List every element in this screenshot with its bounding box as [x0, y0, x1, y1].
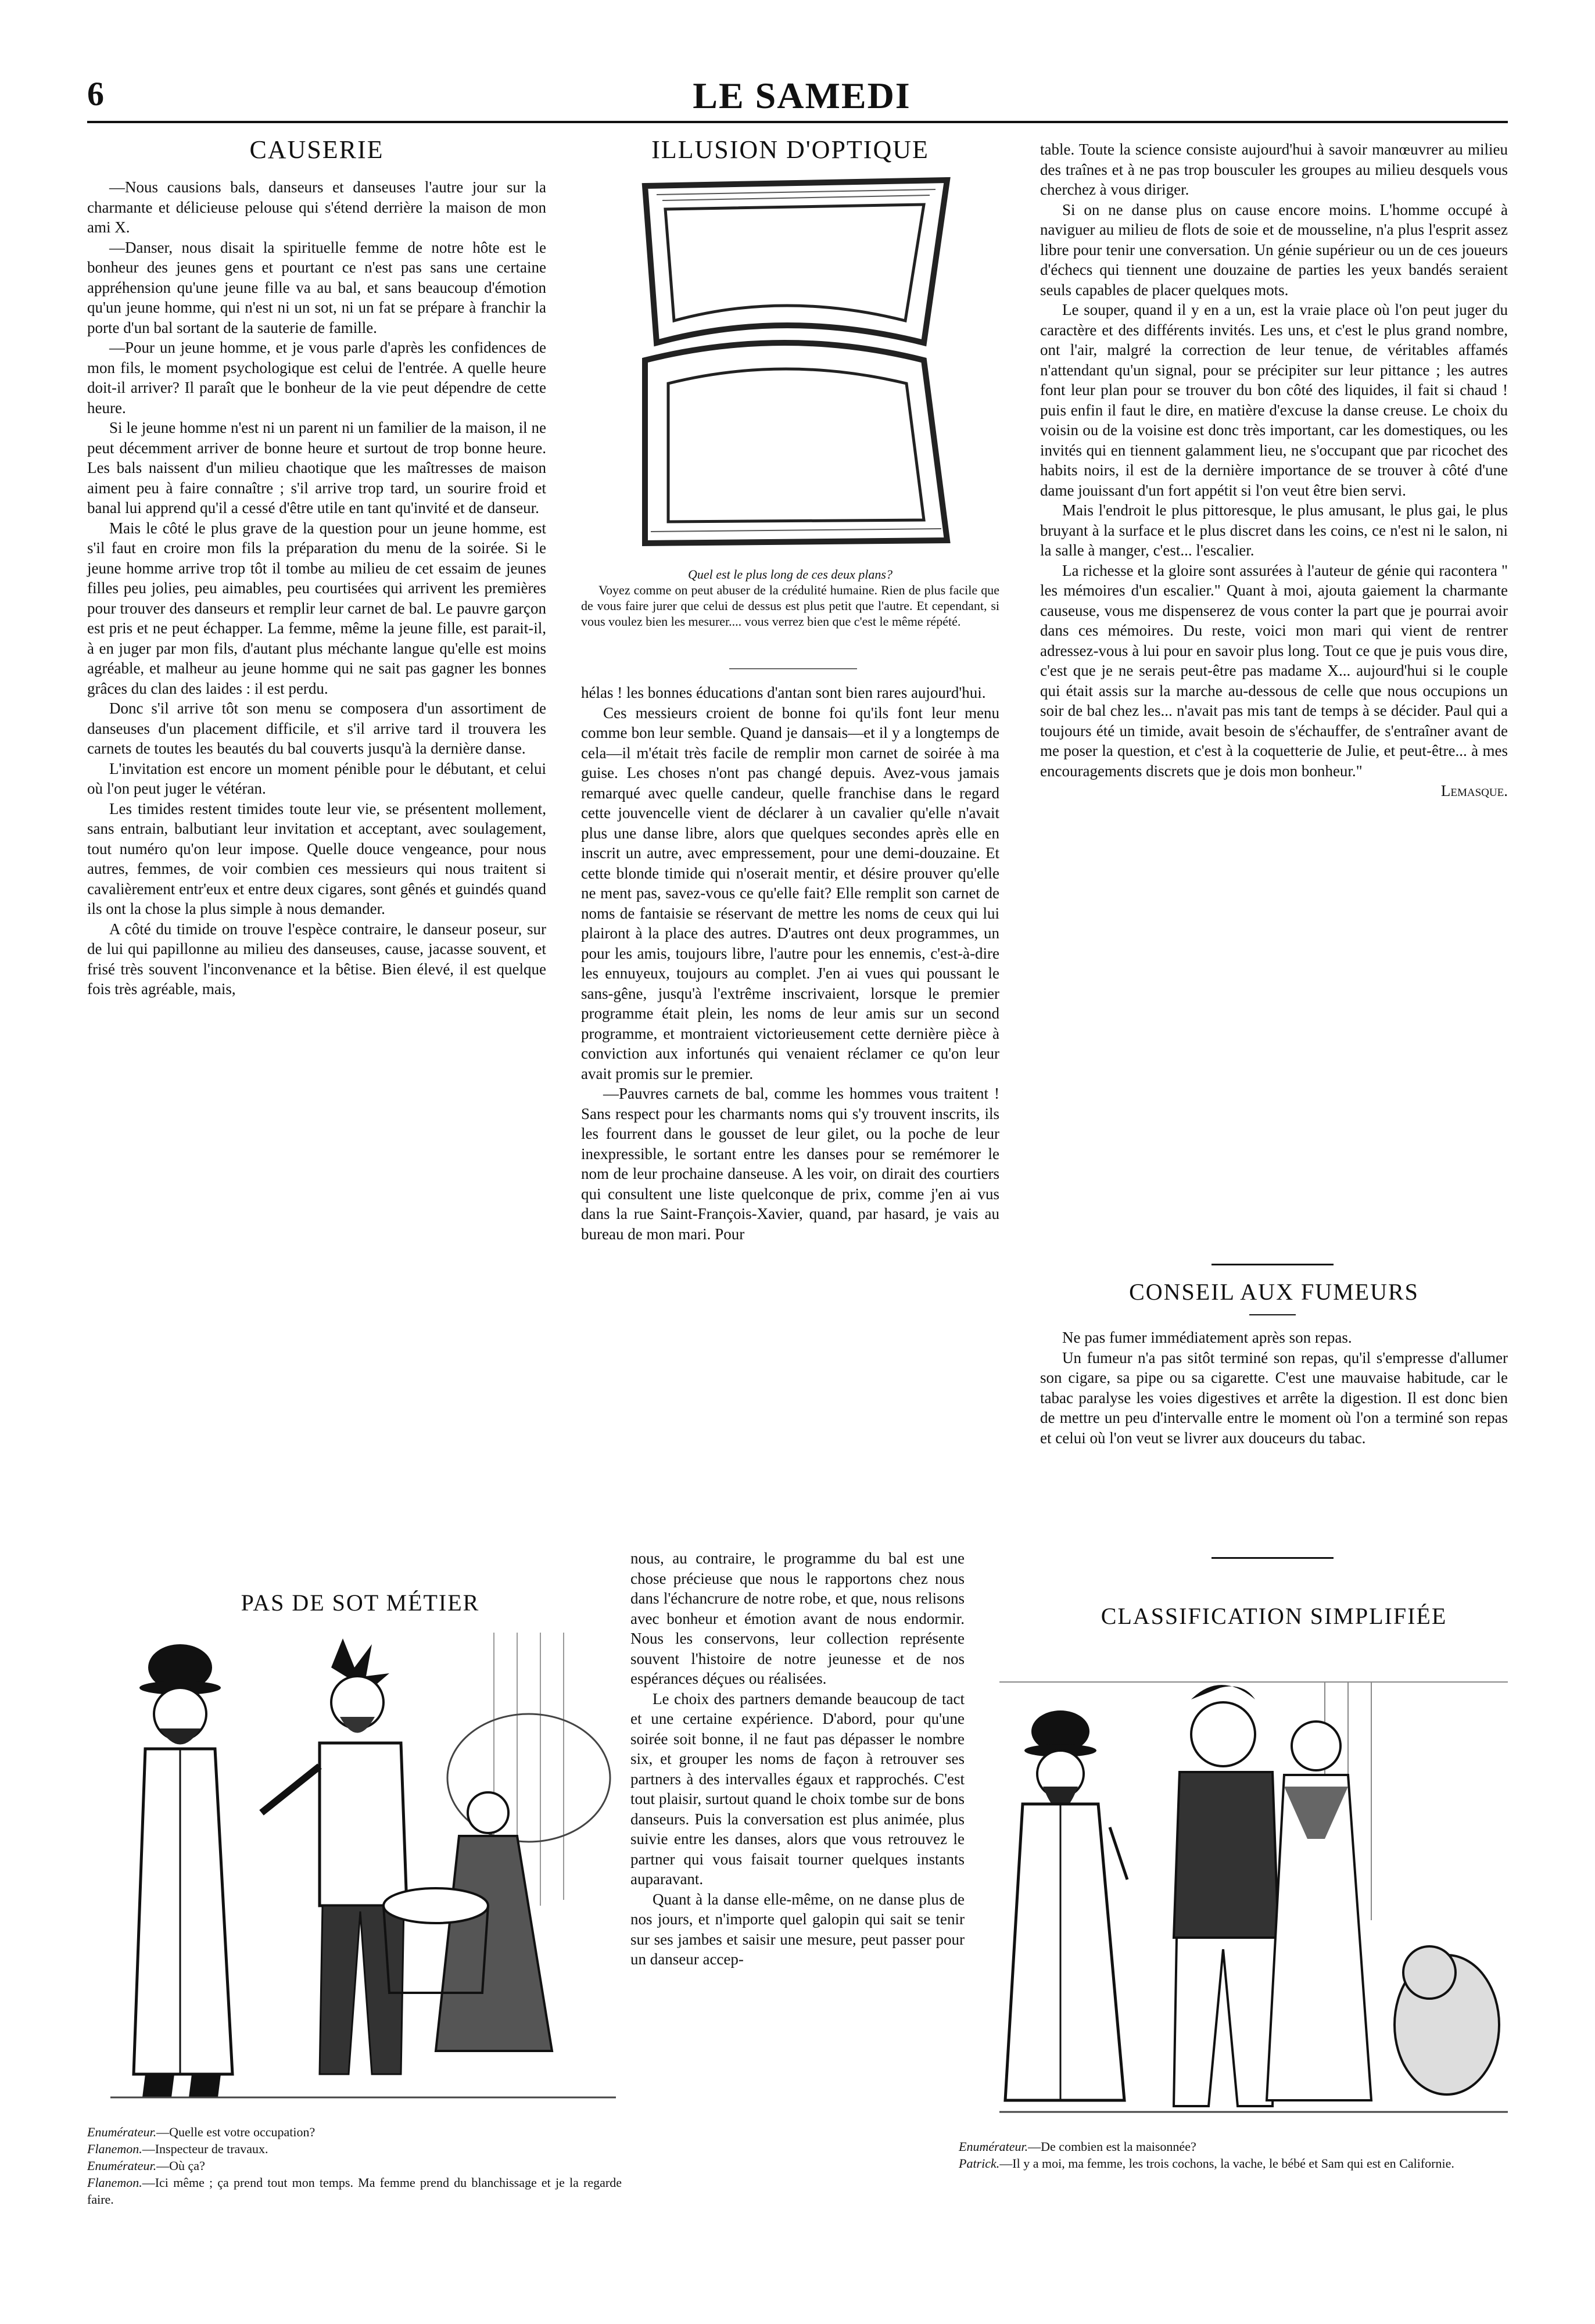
- caption-line: [87, 2124, 622, 2140]
- causerie-middle-column: [581, 683, 999, 1244]
- classification-illustration: [999, 1647, 1508, 2129]
- divider: [1212, 1557, 1334, 1559]
- caption-line: [959, 2155, 1508, 2172]
- paragraph: Mais le côté le plus grave de la question pour un jeune homme, est s'il faut en croire mon fils la préparation du menu de la soirée. Si le jeune homme arrive trop tôt il tombe au milieu de cet essaim de jeunes filles peu jolies, peu aimables, peu courtisées qui arrivent les premières pour trouver des danseurs et remplir leur carnet de bal. Le pauvre garçon est pris et ne peut échapper. La femme, même la jeune fille, est parait-il, à en juger par mon fils, d'autant plus méchante langue qu'elle est moins agréable, et malheur au jeune homme qui ne sait pas gagner les bonnes grâces du clan des laides : il est perdu.: [87, 519, 546, 697]
- paragraph: Mais l'endroit le plus pittoresque, le plus amusant, le plus gai, le plus bruyant à la surface et le plus discret dans les coins, ce n'est ni le salon, ni la salle à manger, c'est... l'escalier.: [1040, 501, 1508, 559]
- upper-frame: [645, 180, 947, 343]
- illusion-figure: [633, 168, 959, 552]
- sot-metier-illustration: [110, 1633, 616, 2115]
- conseil-title: CONSEIL AUX FUMEURS: [1129, 1279, 1419, 1305]
- classification-title: CLASSIFICATION SIMPLIFIÉE: [1101, 1603, 1447, 1629]
- caption-text: —Ici même ; ça prend tout mon temps. Ma femme prend du blanchissage et je la regarde faire.: [87, 2175, 622, 2207]
- author-signature: Lemasque.: [1440, 782, 1508, 799]
- paragraph: Les timides restent timides toute leur vie, se présentent mollement, sans entrain, balbutiant leur invitation et acceptant, avec soulagement, tout numéro qu'on leur impose. Quelle douce vengeance, pour nous autres, femmes, de voir combien ces messieurs qui nous traitent si cavalièrement entr'eux et entre deux cigares, sont gênés et guindés quand ils ont la chose la plus simple à nous demander.: [87, 799, 546, 917]
- speaker-label: Flanemon.: [87, 2175, 142, 2190]
- causerie-title: CAUSERIE: [249, 135, 384, 164]
- caption-line: [87, 2174, 622, 2208]
- paragraph: La richesse et la gloire sont assurées à l'auteur de génie qui racontera " les mémoires d'un escalier." Quant à moi, ajouta gaiement la charmante causeuse, vous me dispenserez de vous conter la part que je pourrai avoir dans ces mémoires. Du reste, voici mon mari qui vient de rentrer adressez-vous à lui pour en savoir plus long. Tout ce que je puis vous dire, c'est que je ne serais peut-être pas madame X... aujourd'hui si le couple qui était assis sur la marche au-dessous de celle que nous occupions un soir de bal chez les... n'avait pas mis tant de temps à se décider. Paul qui a toujours été un timide, avait besoin de s'échauffer, de s'entraîner avant de me poser la question, et c'est à la coquetterie de Julie, et peut-être... à mes encouragements discrets que je dois mon bonheur.": [1040, 561, 1508, 780]
- paragraph: Le souper, quand il y en a un, est la vraie place où l'on peut juger du caractère et des différents invités. Les uns, et c'est le plus grand nombre, ont l'air, malgré la correction de leur tenue, de véritables affamés n'attendant qu'un signal, pour se précipiter sur leur pittance ; les autres font leur plan pour se trouver du bon côté des liquides, il fait si chaud ! puis enfin il faut le dire, en matière d'excuse la danse creuse. Le choix du voisin ou de la voisine est donc très important, car les domestiques, ou les invités qui en tiennent galamment lieu, ne s'occupant que par ricochet des habits noirs, il est de la dernière importance de se trouver à côté d'une dame jouissant d'un fort appétit si l'on veut être bien servi.: [1040, 301, 1508, 499]
- speaker-label: Patrick.: [959, 2156, 1000, 2171]
- paragraph: Un fumeur n'a pas sitôt terminé son repas, qu'il s'empresse d'allumer son cigare, sa pipe ou sa cigarette. C'est une mauvaise habitude, car le tabac paralyse les voies digestives et arrête la digestion. Il est donc bien de mettre un peu d'intervalle entre le moment où l'on a terminé son repas et celui où l'on veut se livrer aux douceurs du tabac.: [1040, 1349, 1508, 1447]
- paragraph: table. Toute la science consiste aujourd'hui à savoir manœuvrer au milieu des traînes et à ne pas trop bousculer les groupes au milieu desquels vous cherchez à vous diriger.: [1040, 141, 1508, 198]
- paragraph: Si on ne danse plus on cause encore moins. L'homme occupé à naviguer au milieu de flots de soie et de mousseline, n'a plus l'esprit assez libre pour tenir une conversation. Un génie supérieur ou un de ces joueurs d'échecs qui tiennent une douzaine de parties les yeux bandés seraient seuls capables de placer quelques mots.: [1040, 200, 1508, 299]
- caption-text: —Inspecteur de travaux.: [142, 2142, 268, 2156]
- caption-text: —De combien est la maisonnée?: [1028, 2139, 1196, 2154]
- header-rule: [87, 121, 1508, 123]
- causerie-left-column: [87, 177, 546, 999]
- paragraph: Le choix des partners demande beaucoup de tact et une certaine expérience. D'abord, pour qu'une soirée soit bonne, il ne faut pas dépasser le nombre six, et grouper les noms de façon à retrouver ses partners à des intervalles égaux et rapprochés. C'est tout plaisir, surtout quand le choix tombe sur de bons danseurs. Puis la conversation est plus animée, plus suivie entre les danses, alors que vous retrouvez le partner qui vous faisait tourner quelques instants auparavant.: [630, 1690, 965, 1888]
- paragraph: Ne pas fumer immédiatement après son repas.: [1062, 1329, 1352, 1346]
- page-number: 6: [87, 75, 104, 113]
- classification-captions: [959, 2138, 1508, 2172]
- sot-metier-title: PAS DE SOT MÉTIER: [241, 1590, 480, 1616]
- paragraph: —Danser, nous disait la spirituelle femme de notre hôte est le bonheur des jeunes gens et pourtant ce n'est pas sans une certaine appréhension qu'une jeune fille va au bal, et sans beaucoup d'émotion qu'un jeune homme, qui n'est ni un sot, ni un fat se prépare à franchir la porte d'un bal sortant de la sauterie de famille.: [87, 238, 546, 336]
- lower-frame: [645, 343, 947, 543]
- caption-line: [87, 2157, 622, 2174]
- caption-line: [959, 2138, 1508, 2155]
- illusion-caption: [581, 566, 999, 629]
- causerie-right-column: [1040, 139, 1508, 801]
- paragraph: L'invitation est encore un moment pénible pour le débutant, et celui où l'on peut juger le vétéran.: [87, 759, 546, 797]
- divider: [1249, 1314, 1296, 1315]
- speaker-label: Enumérateur.: [87, 2125, 157, 2139]
- speaker-label: Flanemon.: [87, 2142, 142, 2156]
- paragraph: —Nous causions bals, danseurs et danseuses l'autre jour sur la charmante et délicieuse pelouse qui s'étend derrière la maison de mon ami X.: [87, 178, 546, 236]
- caption-text: —Il y a moi, ma femme, les trois cochons, la vache, le bébé et Sam qui est en Californie.: [999, 2156, 1454, 2171]
- illusion-question: Quel est le plus long de ces deux plans?: [688, 567, 893, 582]
- paragraph: hélas ! les bonnes éducations d'antan sont bien rares aujourd'hui.: [581, 684, 986, 701]
- illusion-explanation: Voyez comme on peut abuser de la crédulité humaine. Rien de plus facile que de vous faire jurer que celui de dessus est plus petit que l'autre. Et cependant, si vous voulez bien les mesurer.... vous verrez bien que c'est le même répété.: [581, 583, 999, 629]
- speaker-label: Enumérateur.: [87, 2158, 157, 2173]
- conseil-text: [1040, 1328, 1508, 1448]
- caption-text: —Où ça?: [156, 2158, 205, 2173]
- paragraph: Donc s'il arrive tôt son menu se composera d'un assortiment de danseuses d'un placement difficile, et s'il arrive tard il trouvera les carnets de toutes les beautés du bal couverts jusqu'à la dernière danse.: [87, 700, 546, 757]
- caption-line: [87, 2140, 622, 2157]
- paragraph: A côté du timide on trouve l'espèce contraire, le danseur poseur, sur de lui qui papillonne au milieu des danseuses, cause, jacasse souvent, et frisé très souvent l'inconvenance et la bêtise. Bien élevé, il est quelque fois très agréable, mais,: [87, 920, 546, 998]
- paragraph: Quant à la danse elle-même, on ne danse plus de nos jours, et n'importe quel galopin qui sait se tenir sur ses jambes et saisir une mesure, peut passer pour un danseur accep-: [630, 1890, 965, 1968]
- divider: [729, 668, 857, 669]
- divider: [1212, 1264, 1334, 1265]
- caption-text: —Quelle est votre occupation?: [156, 2125, 316, 2139]
- journal-title: LE SAMEDI: [693, 75, 911, 116]
- paragraph: Ces messieurs croient de bonne foi qu'ils font leur menu comme bon leur semble. Quand je dansais—et il y a longtemps de cela—il m'était très facile de remplir mon carnet de soirée à ma guise. Les choses n'ont pas changé depuis. Avez-vous jamais remarqué avec quelle candeur, quelle franchise dans le regard cette jouvencelle vient de déclarer à un cavalier qu'elle n'avait plus une danse libre, alors que quelques secondes après elle en inscrit un autre, avec empressement, pour une demi-douzaine. Et cette blonde timide qui n'oserait mentir, et désire prouver qu'elle ne ment pas, savez-vous ce qu'elle fait? Elle remplit son carnet de noms de fantaisie se réservant de mettre les noms de ceux qui lui plairont à la place des autres. D'autres ont deux programmes, un pour les amis, toujours libre, l'autre pour les ennemis, c'est-à-dire les ennuyeux, toujours au complet. J'en ai vues qui poussant le sans-gêne, jusqu'à l'extrême inscrivaient, lorsque le premier programme était plein, les noms de leur amis sur un second programme, et montraient victorieusement cette dernière pièce à conviction aux infortunés qui venaient réclamer ce qu'on leur avait promis sur le premier.: [581, 704, 999, 1082]
- paragraph: nous, au contraire, le programme du bal est une chose précieuse que nous le rapportons chez nous dans l'échancrure de notre robe, et que, nous relisons avec bonheur et émotion avant de nous endormir. Nous les conservons, leur collection représente souvent l'histoire de notre jeunesse et de nos espérances déçues ou réalisées.: [630, 1550, 965, 1687]
- speaker-label: Enumérateur.: [959, 2139, 1028, 2154]
- paragraph: —Pour un jeune homme, et je vous parle d'après les confidences de mon fils, le moment psychologique est celui de l'entrée. A quelle heure doit-il arriver? Il paraît que le bonheur de la vie peut dépendre de cette heure.: [87, 339, 546, 417]
- illusion-title: ILLUSION D'OPTIQUE: [651, 135, 929, 164]
- sot-metier-captions: [87, 2124, 622, 2208]
- paragraph: Si le jeune homme n'est ni un parent ni un familier de la maison, il ne peut décemment arriver de bonne heure et surtout de trop bonne heure. Les bals naissent d'un milieu chaotique que les maîtresses de maison aiment peu à faire connaître ; s'il arrive trop tard, un sourire froid et banal lui apprend qu'il a cessé d'être utile en tant qu'invité et de danseur.: [87, 419, 546, 517]
- causerie-middle-narrow: [630, 1548, 965, 1970]
- paragraph: —Pauvres carnets de bal, comme les hommes vous traitent ! Sans respect pour les charmants noms qui s'y trouvent inscrits, ils les fourrent dans le gousset de leur gilet, ou la poche de leur inexpressible, le sortant entre les danses pour se remémorer le nom de leur prochaine danseuse. A les voir, on dirait des courtiers qui consultent une liste quelconque de prix, comme j'en ai vus dans la rue Saint-François-Xavier, quand, par hasard, je vais au bureau de mon mari. Pour: [581, 1085, 999, 1243]
